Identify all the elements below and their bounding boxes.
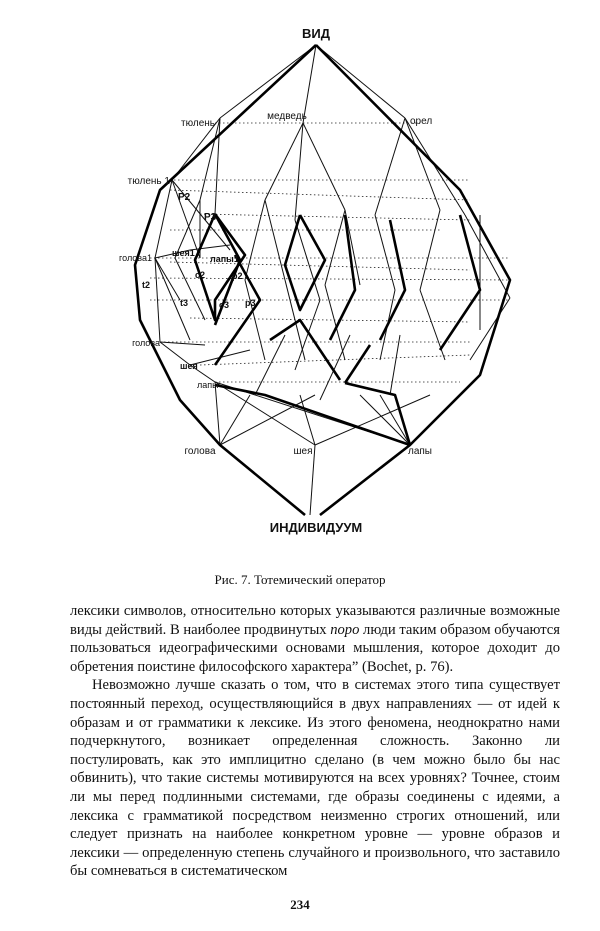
label-lapy-left: лапы (197, 380, 219, 390)
thin-edges (155, 45, 510, 515)
dotted-level-lines (150, 123, 510, 382)
label-lapy-bottom: лапы (408, 446, 432, 457)
label-sheya-bottom: шея (293, 446, 313, 457)
figure-caption: Рис. 7. Тотемический оператор (214, 572, 386, 587)
label-p2: P2 (178, 192, 191, 203)
label-tulen1: тюлень 1 (127, 176, 170, 187)
label-p3-small: p3 (245, 298, 256, 308)
label-orel: орел (410, 116, 433, 127)
label-individuum: ИНДИВИДУУМ (269, 520, 363, 535)
label-c3: c3 (219, 300, 230, 310)
thick-edges (135, 45, 510, 515)
label-golova-left: голова (132, 338, 160, 348)
label-medved: медведь (267, 111, 307, 122)
label-vid: ВИД (302, 26, 330, 41)
label-p3: P3 (204, 212, 217, 223)
body-text (70, 602, 560, 881)
label-lapy1: лапы1 (210, 254, 239, 264)
label-golova1: голова1 (119, 253, 152, 263)
paragraph-2: Невозможно лучше сказать о том, что в системах этого типа существует постоянный переход, осуществляющийся в двух направлениях — от идей к образам и от грамматики к лексике. Из этого феномена, неоднократно нами подчеркнутого, возникает определенная сложность. Законно ли постулировать, как это имплицитно сделано (в чем можно было бы нас обвинить), что такие системы мотивируются на всех уровнях? Точнее, стоим ли мы перед подлинными системами, где образы соединены с идеями, а лексика с грамматикой посредством неизменно строгих отношений, или следует признать на наиболее конкретном уровне — уровне образов и лексики — определенную степень случайного и произвольного, что заставило бы сомневаться в систематическом (70, 677, 560, 880)
label-t2: t2 (142, 280, 151, 290)
paragraph-1: лексики символов, относительно которых указываются различные возможные виды действий. В наиболее продвинутых поро люди таким образом обучаются пользоваться идеографическими основами мышления, которое доходит до обретения поистине философского характера” (Bochet, p. 76). (70, 603, 560, 675)
page-number: 234 (290, 897, 310, 912)
label-tulen: тюлень (181, 118, 215, 129)
label-c2: c2 (195, 270, 206, 280)
label-p2-small: p2 (232, 271, 243, 281)
label-t3: t3 (180, 298, 189, 308)
label-golova-bottom: голова (184, 446, 216, 457)
label-sheya1: шея1 (172, 248, 195, 258)
label-sheya-left: шея (180, 361, 198, 371)
